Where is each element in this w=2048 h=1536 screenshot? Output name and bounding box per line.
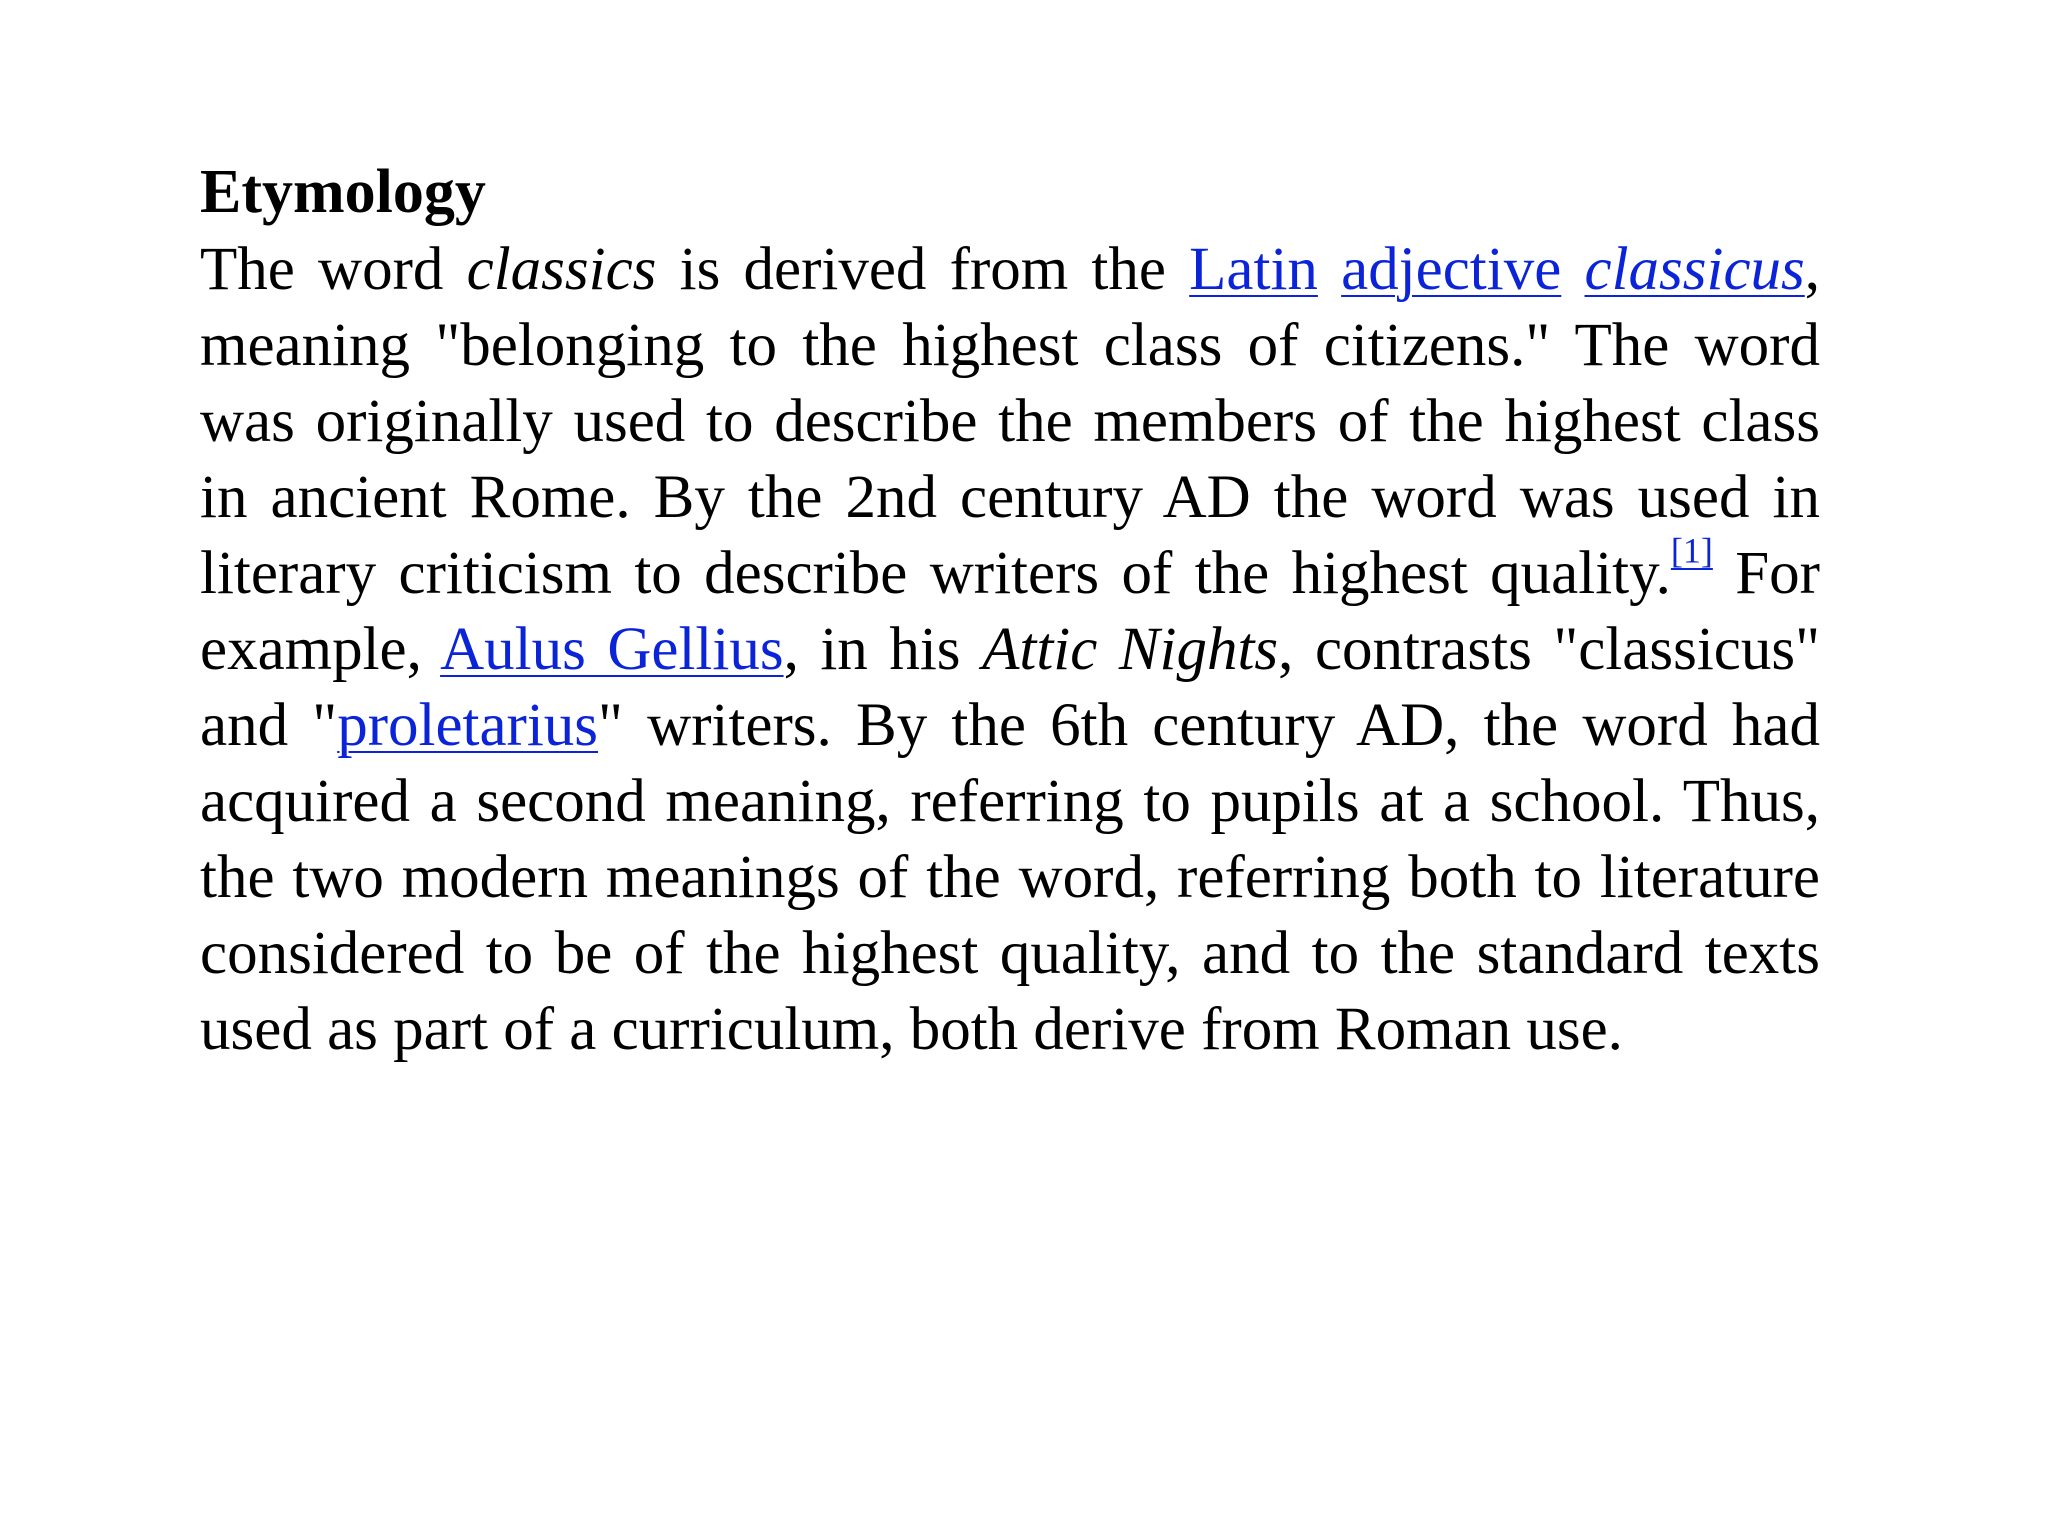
citation-link-1[interactable]: [1]: [1670, 530, 1713, 571]
link-latin[interactable]: Latin: [1189, 236, 1318, 303]
text-run: The word: [200, 236, 467, 303]
text-run: [1318, 236, 1341, 303]
link-adjective[interactable]: adjective: [1341, 236, 1562, 303]
text-run: , meaning "belonging to the highest class of citizens." The word was originally used to describe the members of the highest class in ancient Rome. By the 2nd century AD the word was used in literary criticism to describe writers of the highest quality.: [200, 236, 1821, 607]
text-run: is derived from the: [656, 236, 1190, 303]
link-classicus[interactable]: [1585, 236, 1805, 303]
text-run: " writers. By the 6th century AD, the word had acquired a second meaning, referring to pupils at a school. Thus, the two modern meanings of the word, referring both to literature considered to be of the highest quality, and to the standard texts used as part of a curriculum, both derive from Roman use.: [200, 692, 1820, 1063]
text-run: , in his: [783, 616, 983, 683]
section-heading: Etymology: [200, 158, 486, 226]
link-proletarius[interactable]: proletarius: [337, 692, 599, 759]
citation-sup: [1671, 530, 1713, 570]
etymology-paragraph: [200, 232, 1820, 1068]
link-classicus-label: classicus: [1584, 236, 1805, 303]
term-classics: classics: [466, 236, 657, 303]
text-run: For example,: [200, 540, 1820, 683]
text-run: , contrasts "classicus" and ": [200, 616, 1820, 759]
title-attic-nights: Attic Nights: [982, 616, 1279, 683]
etymology-section: [200, 152, 1820, 1068]
link-aulus-gellius[interactable]: Aulus Gellius: [440, 616, 784, 683]
text-run: [1561, 236, 1584, 303]
